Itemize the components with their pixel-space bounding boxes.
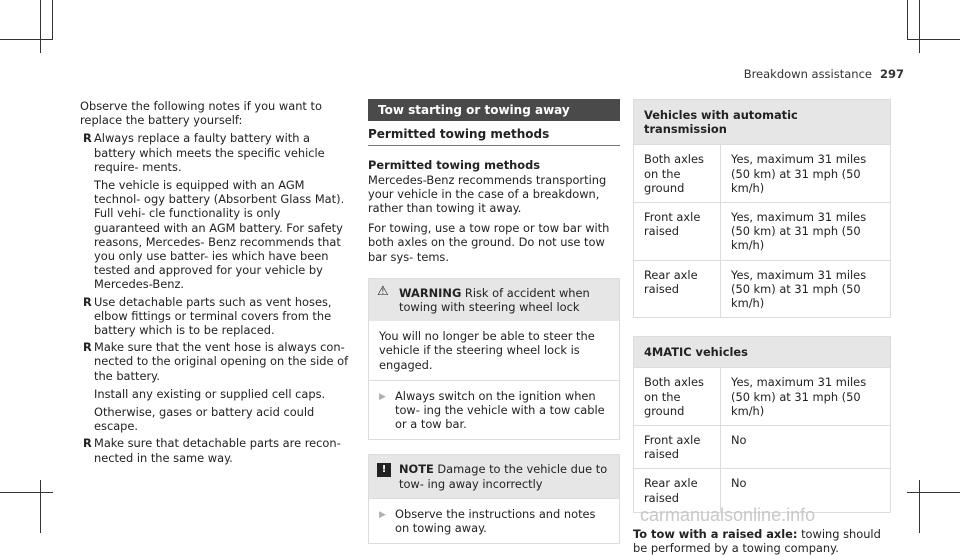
4matic-table <box>633 336 891 513</box>
list-item-text: Use detachable parts such as vent hoses, elbow fittings or terminal covers from the battery which is to be replaced. <box>94 294 332 338</box>
list-item-text: Always replace a faulty battery with a battery which meets the specific vehicle require- ments. <box>94 131 325 174</box>
table-cell: Front axle raised <box>634 426 721 469</box>
table-row <box>634 203 891 261</box>
page-number: 297 <box>879 67 904 81</box>
crop-mark <box>907 0 908 40</box>
battery-notes-list <box>80 131 350 464</box>
table-cell: Yes, maximum 31 miles (50 km) at 31 mph (50 km/h) <box>721 145 891 203</box>
table-cell: No <box>721 469 891 512</box>
note-step-text: Observe the instructions and notes on towing away. <box>395 506 596 536</box>
crop-mark <box>0 39 53 40</box>
warning-body: You will no longer be able to steer the vehicle if the steering wheel lock is engaged. <box>379 329 595 372</box>
paragraph: Mercedes-Benz recommends transporting your vehicle in the case of a breakdown, rather than towing it away. <box>368 172 607 216</box>
crop-mark <box>40 0 41 53</box>
list-item <box>80 436 350 464</box>
crop-mark <box>907 492 960 493</box>
automatic-transmission-table <box>633 99 891 318</box>
warning-step-text: Always switch on the ignition when tow- ing the vehicle with a tow cable or a tow bar. <box>395 388 605 432</box>
warning-box <box>368 278 620 441</box>
list-item-subtext: Install any existing or supplied cell caps. <box>94 386 326 401</box>
note-box <box>368 454 620 544</box>
bullet-icon: R <box>83 131 92 146</box>
section-title: Breakdown assistance <box>743 67 872 81</box>
tow-note-text: towing should be performed by a towing company. <box>633 526 881 555</box>
table-cell: Yes, maximum 31 miles (50 km) at 31 mph (50 km/h) <box>721 260 891 318</box>
list-item-subtext: The vehicle is equipped with an AGM technol- ogy battery (Absorbent Glass Mat). Full vehi- cle functionality is only guaranteed with an AGM battery. For safety reasons, Mercedes- Benz recommends that you only use batter- ies which have been tested and approved for your vehicle by Mercedes-Benz. <box>94 178 345 292</box>
tow-note-bold: To tow with a raised axle: <box>633 526 798 541</box>
section-banner: Tow starting or towing away <box>368 99 620 121</box>
paragraph-heading: Permitted towing methods <box>368 158 541 173</box>
table-cell: Both axles on the ground <box>634 145 721 203</box>
note-label: NOTE <box>399 462 434 477</box>
table-row <box>634 145 891 203</box>
list-item <box>80 340 350 433</box>
table-title: Vehicles with automatic transmission <box>634 100 891 145</box>
note-header <box>369 455 619 497</box>
table-title: 4MATIC vehicles <box>634 337 891 368</box>
table-row <box>634 426 891 469</box>
warning-header <box>369 279 619 321</box>
paragraph: For towing, use a tow rope or tow bar with both axles on the ground. Do not use tow bar sys- tems. <box>368 221 610 264</box>
note-icon: ! <box>377 463 391 477</box>
list-item-text: Make sure that the vent hose is always con- nected to the original opening on the side of the battery. <box>94 340 349 383</box>
list-item-subtext: Otherwise, gases or battery acid could escape. <box>94 405 315 434</box>
crop-mark <box>0 492 53 493</box>
column-middle <box>368 99 620 544</box>
crop-mark <box>907 39 960 40</box>
crop-mark <box>40 480 41 533</box>
table-cell: Rear axle raised <box>634 260 721 318</box>
list-item-text: Make sure that detachable parts are recon- nected in the same way. <box>94 436 341 465</box>
table-row <box>634 368 891 426</box>
page-header <box>744 67 904 81</box>
table-row <box>634 260 891 318</box>
table-cell: Yes, maximum 31 miles (50 km) at 31 mph (50 km/h) <box>721 203 891 261</box>
bullet-icon: R <box>83 340 92 355</box>
crop-mark <box>52 0 53 40</box>
intro-text: Observe the following notes if you want to replace the battery yourself: <box>80 99 322 128</box>
tow-note <box>633 527 891 555</box>
crop-mark <box>919 480 920 533</box>
table-cell: Both axles on the ground <box>634 368 721 426</box>
warning-step <box>369 380 619 440</box>
watermark: carmanualsonline.info <box>640 505 816 525</box>
column-left <box>80 99 350 468</box>
list-item <box>80 131 350 291</box>
bullet-icon: R <box>83 436 92 451</box>
section-subheading: Permitted towing methods <box>368 127 620 146</box>
note-title: Damage to the vehicle due to tow- ing away incorrectly <box>399 462 608 491</box>
step-arrow-icon: ▶ <box>379 391 386 402</box>
column-right <box>633 99 891 555</box>
table-cell: Yes, maximum 31 miles (50 km) at 31 mph (50 km/h) <box>721 368 891 426</box>
table-cell: Rear axle raised <box>634 469 721 512</box>
table-cell: No <box>721 426 891 469</box>
list-item <box>80 295 350 338</box>
step-arrow-icon: ▶ <box>379 509 386 520</box>
note-icon-wrap <box>377 462 391 477</box>
warning-label: WARNING <box>399 285 462 300</box>
bullet-icon: R <box>83 294 92 309</box>
warning-icon: ⚠ <box>377 283 389 299</box>
warning-title: Risk of accident when towing with steering wheel lock <box>399 285 590 315</box>
table-cell: Front axle raised <box>634 203 721 261</box>
note-step <box>369 498 619 543</box>
crop-mark <box>919 0 920 53</box>
